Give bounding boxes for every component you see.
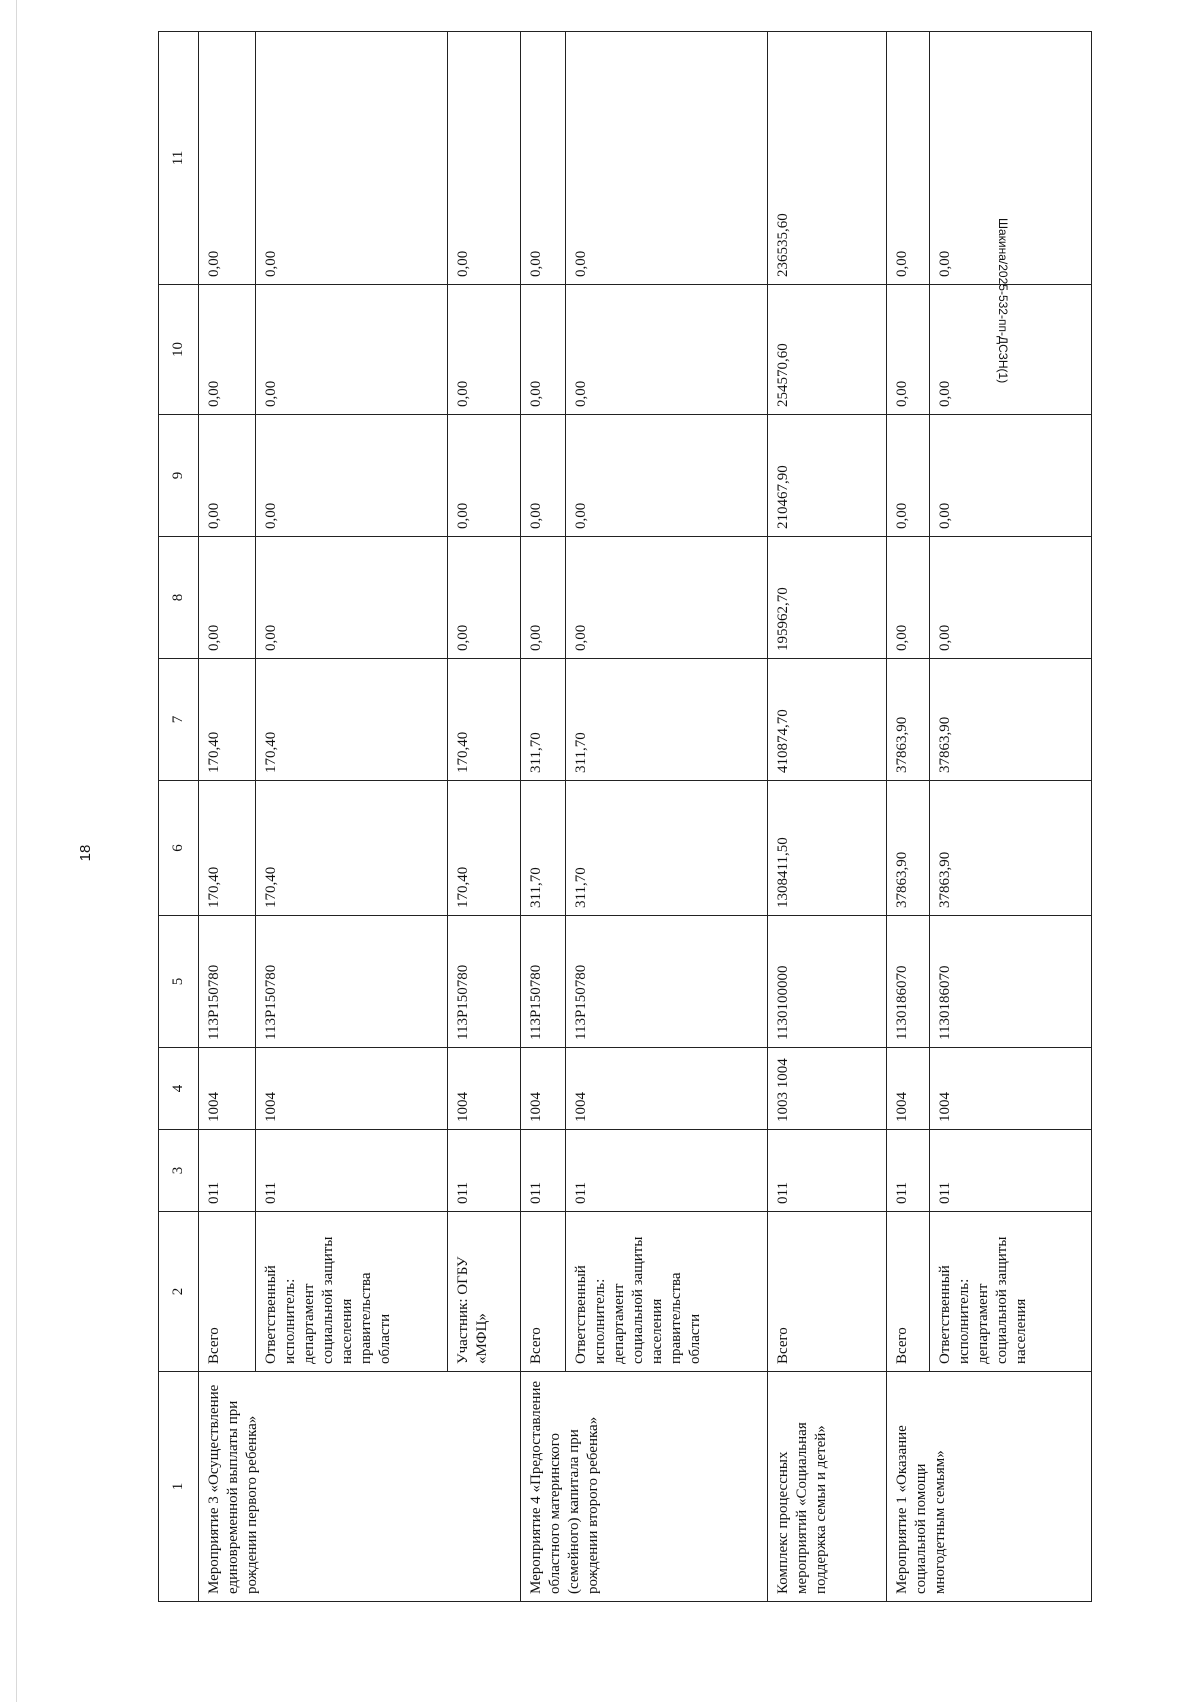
value-cell: 311,70 bbox=[566, 781, 767, 916]
value-cell: 37863,90 bbox=[887, 781, 930, 916]
table-row bbox=[521, 32, 566, 1602]
header-cell: 2 bbox=[159, 1212, 199, 1372]
value-cell: 0,00 bbox=[930, 285, 1092, 415]
value-cell: 0,00 bbox=[930, 537, 1092, 659]
value-cell: 210467,90 bbox=[767, 415, 887, 537]
grbs-cell: 011 bbox=[767, 1130, 887, 1212]
activity-cell: Мероприятие 3 «Осуществление единовременной выплаты при рождении первого ребенка» bbox=[199, 1372, 521, 1602]
value-cell: 0,00 bbox=[448, 415, 521, 537]
value-cell: 170,40 bbox=[448, 659, 521, 781]
value-cell: 170,40 bbox=[448, 781, 521, 916]
value-cell: 254570,60 bbox=[767, 285, 887, 415]
page-number: 18 bbox=[77, 844, 94, 862]
executor-cell: Всего bbox=[767, 1212, 887, 1372]
section-cell: 1004 bbox=[255, 1048, 448, 1130]
table-row bbox=[887, 32, 930, 1602]
executor-cell: Всего bbox=[887, 1212, 930, 1372]
header-cell: 4 bbox=[159, 1048, 199, 1130]
value-cell: 0,00 bbox=[199, 285, 256, 415]
value-cell: 170,40 bbox=[255, 659, 448, 781]
value-cell: 0,00 bbox=[887, 285, 930, 415]
value-cell: 0,00 bbox=[199, 415, 256, 537]
grbs-cell: 011 bbox=[521, 1130, 566, 1212]
grbs-cell: 011 bbox=[255, 1130, 448, 1212]
grbs-cell: 011 bbox=[930, 1130, 1092, 1212]
header-cell: 9 bbox=[159, 415, 199, 537]
executor-cell: Всего bbox=[199, 1212, 256, 1372]
header-cell: 3 bbox=[159, 1130, 199, 1212]
activity-cell: Мероприятие 1 «Оказание социальной помощи многодетным семьям» bbox=[887, 1372, 1092, 1602]
value-cell: 0,00 bbox=[930, 415, 1092, 537]
value-cell: 1308411,50 bbox=[767, 781, 887, 916]
target-article-cell: 113P150780 bbox=[448, 916, 521, 1048]
target-article-cell: 113P150780 bbox=[255, 916, 448, 1048]
funding-table bbox=[158, 31, 1092, 1602]
value-cell: 0,00 bbox=[199, 537, 256, 659]
target-article-cell: 113P150780 bbox=[521, 916, 566, 1048]
header-cell: 7 bbox=[159, 659, 199, 781]
activity-cell: Комплекс процессных мероприятий «Социальная поддержка семьи и детей» bbox=[767, 1372, 887, 1602]
grbs-cell: 011 bbox=[199, 1130, 256, 1212]
scan-edge-line bbox=[16, 0, 17, 1702]
executor-cell: Всего bbox=[521, 1212, 566, 1372]
value-cell: 0,00 bbox=[887, 415, 930, 537]
target-article-cell: 113P150780 bbox=[566, 916, 767, 1048]
value-cell: 0,00 bbox=[887, 537, 930, 659]
grbs-cell: 011 bbox=[566, 1130, 767, 1212]
grbs-cell: 011 bbox=[448, 1130, 521, 1212]
section-cell: 1004 bbox=[521, 1048, 566, 1130]
value-cell: 0,00 bbox=[255, 415, 448, 537]
executor-cell: Участник: ОГБУ «МФЦ» bbox=[448, 1212, 521, 1372]
table-row bbox=[199, 32, 256, 1602]
header-row bbox=[159, 32, 199, 1602]
table-row bbox=[767, 32, 887, 1602]
section-cell: 1003 1004 bbox=[767, 1048, 887, 1130]
value-cell: 0,00 bbox=[255, 32, 448, 285]
value-cell: 37863,90 bbox=[887, 659, 930, 781]
value-cell: 170,40 bbox=[199, 781, 256, 916]
value-cell: 0,00 bbox=[199, 32, 256, 285]
table-row bbox=[566, 32, 767, 1602]
value-cell: 311,70 bbox=[521, 659, 566, 781]
value-cell: 0,00 bbox=[448, 32, 521, 285]
value-cell: 0,00 bbox=[521, 537, 566, 659]
value-cell: 0,00 bbox=[521, 415, 566, 537]
value-cell: 0,00 bbox=[448, 537, 521, 659]
target-article-cell: 1130186070 bbox=[930, 916, 1092, 1048]
table-row bbox=[255, 32, 448, 1602]
header-cell: 10 bbox=[159, 285, 199, 415]
table-row bbox=[930, 32, 1092, 1602]
executor-cell: Ответственный исполнитель: департамент социальной защиты населения правительства области bbox=[566, 1212, 767, 1372]
value-cell: 311,70 bbox=[521, 781, 566, 916]
value-cell: 0,00 bbox=[930, 32, 1092, 285]
header-cell: 8 bbox=[159, 537, 199, 659]
section-cell: 1004 bbox=[448, 1048, 521, 1130]
value-cell: 0,00 bbox=[255, 285, 448, 415]
table-row bbox=[448, 32, 521, 1602]
value-cell: 170,40 bbox=[255, 781, 448, 916]
value-cell: 0,00 bbox=[566, 285, 767, 415]
section-cell: 1004 bbox=[887, 1048, 930, 1130]
rotated-table-wrapper bbox=[158, 32, 1092, 1602]
value-cell: 170,40 bbox=[199, 659, 256, 781]
target-article-cell: 113P150780 bbox=[199, 916, 256, 1048]
value-cell: 0,00 bbox=[448, 285, 521, 415]
document-code: Шакина/2025-532-пп-ДСЗН(1) bbox=[996, 218, 1010, 384]
value-cell: 410874,70 bbox=[767, 659, 887, 781]
value-cell: 37863,90 bbox=[930, 659, 1092, 781]
header-cell: 11 bbox=[159, 32, 199, 285]
value-cell: 0,00 bbox=[566, 537, 767, 659]
value-cell: 236535,60 bbox=[767, 32, 887, 285]
header-cell: 5 bbox=[159, 916, 199, 1048]
value-cell: 0,00 bbox=[521, 32, 566, 285]
value-cell: 0,00 bbox=[255, 537, 448, 659]
value-cell: 37863,90 bbox=[930, 781, 1092, 916]
header-cell: 1 bbox=[159, 1372, 199, 1602]
header-cell: 6 bbox=[159, 781, 199, 916]
target-article-cell: 1130100000 bbox=[767, 916, 887, 1048]
section-cell: 1004 bbox=[930, 1048, 1092, 1130]
value-cell: 195962,70 bbox=[767, 537, 887, 659]
section-cell: 1004 bbox=[566, 1048, 767, 1130]
executor-cell: Ответственный исполнитель: департамент социальной защиты населения bbox=[930, 1212, 1092, 1372]
value-cell: 0,00 bbox=[887, 32, 930, 285]
grbs-cell: 011 bbox=[887, 1130, 930, 1212]
value-cell: 0,00 bbox=[521, 285, 566, 415]
value-cell: 311,70 bbox=[566, 659, 767, 781]
executor-cell: Ответственный исполнитель: департамент социальной защиты населения правительства области bbox=[255, 1212, 448, 1372]
activity-cell: Мероприятие 4 «Предоставление областного материнского (семейного) капитала при рождении второго ребенка» bbox=[521, 1372, 767, 1602]
value-cell: 0,00 bbox=[566, 415, 767, 537]
target-article-cell: 1130186070 bbox=[887, 916, 930, 1048]
value-cell: 0,00 bbox=[566, 32, 767, 285]
section-cell: 1004 bbox=[199, 1048, 256, 1130]
